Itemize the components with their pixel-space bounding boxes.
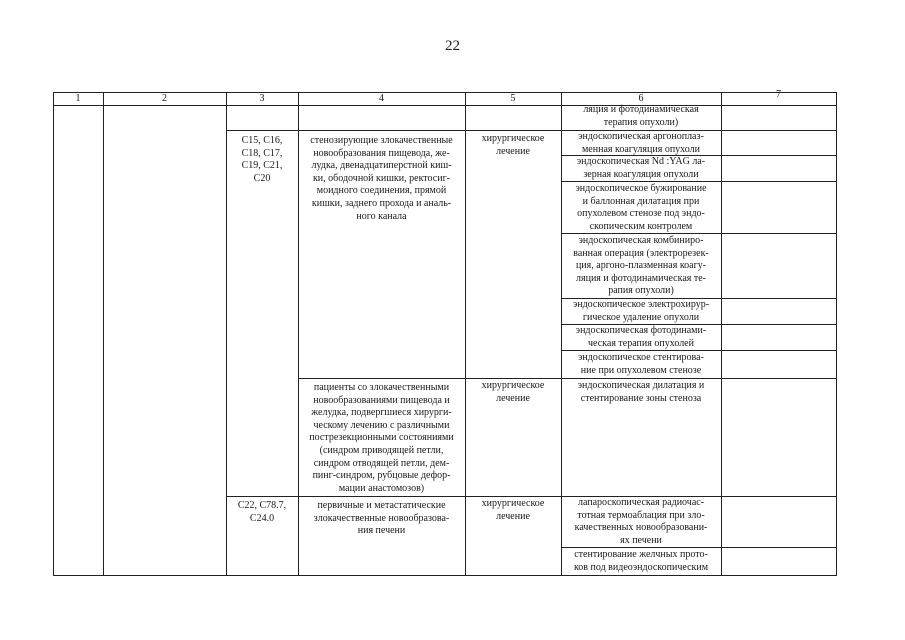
diagnosis-cell: пациенты со злокачественными новообразованиями пищевода и желудка, подвергшиеся хирурги- ческому лечению с различными пострезекционными состояниями (синдром приводящей петли, синдром отводящей петли, дем- пинг-синдром, рубцовые дефор- мации анастомозов) xyxy=(309,382,454,494)
method-cell: эндоскопическое электрохирур- гическое удаление опухоли xyxy=(572,299,710,323)
method-cell: эндоскопическая комбиниро- ванная операция (электрорезек- ция, аргоно-плазменная коагу- ляция и фотодинамическая те- рапия опухоли) xyxy=(573,235,709,297)
diagnosis-cell: стенозирующие злокачественные новообразования пищевода, же- лудка, двенадцатиперстной киш- ки, ободочной кишки, ректосиг- моидного соединения, прямой кишки, заднего прохода и аналь- ного канала xyxy=(310,135,453,222)
column-header-1: 1 xyxy=(75,93,81,104)
column-divider xyxy=(721,92,722,576)
diagnosis-cell: первичные и метастатические злокачественные новообразова- ния печени xyxy=(313,500,450,537)
column-header-3: 3 xyxy=(259,93,265,104)
column-header-6: 6 xyxy=(638,93,644,104)
table-border-right xyxy=(836,92,837,576)
column-header-4: 4 xyxy=(379,93,384,104)
method-cell: лапароскопическая радиочас- тотная термоаблация при зло- качественных новообразовани- ях печени xyxy=(574,497,708,546)
row-divider xyxy=(298,378,837,379)
treatment-type-cell: хирургическое лечение xyxy=(481,380,545,404)
treatment-type-cell: хирургическое лечение xyxy=(481,133,545,157)
icd-codes-cell: C22, C78.7, C24.0 xyxy=(237,500,287,524)
method-cell: стентирование желчных прото- ков под видеоэндоскопическим xyxy=(573,549,709,573)
column-header-2: 2 xyxy=(162,93,167,104)
table-border-bottom xyxy=(53,575,837,576)
icd-codes-cell: C15, C16, C18, C17, C19, C21, C20 xyxy=(241,135,283,184)
method-cell: ляция и фотодинамическая терапия опухоли) xyxy=(583,104,699,128)
method-cell: эндоскопическое бужирование и баллонная дилатация при опухолевом стенозе под эндо- скопическим контролем xyxy=(575,183,707,232)
page-number: 22 xyxy=(445,38,460,54)
row-divider xyxy=(226,130,837,131)
method-cell: эндоскопическая дилатация и стентирование зоны стеноза xyxy=(577,380,705,404)
column-header-5: 5 xyxy=(510,93,516,104)
method-cell: эндоскопическое стентирова- ние при опухолевом стенозе xyxy=(578,352,704,376)
method-cell: эндоскопическая фотодинами- ческая терапия опухолей xyxy=(575,325,707,349)
row-divider xyxy=(226,496,837,497)
treatment-type-cell: хирургическое лечение xyxy=(481,498,545,522)
method-cell: эндоскопическая аргоноплаз- менная коагуляция опухоли xyxy=(578,131,704,155)
column-header-7: 7 xyxy=(776,89,781,100)
column-divider xyxy=(103,92,104,576)
method-cell: эндоскопическая Nd :YAG ла- зерная коагуляция опухоли xyxy=(576,156,706,180)
table-border-left xyxy=(53,92,54,576)
